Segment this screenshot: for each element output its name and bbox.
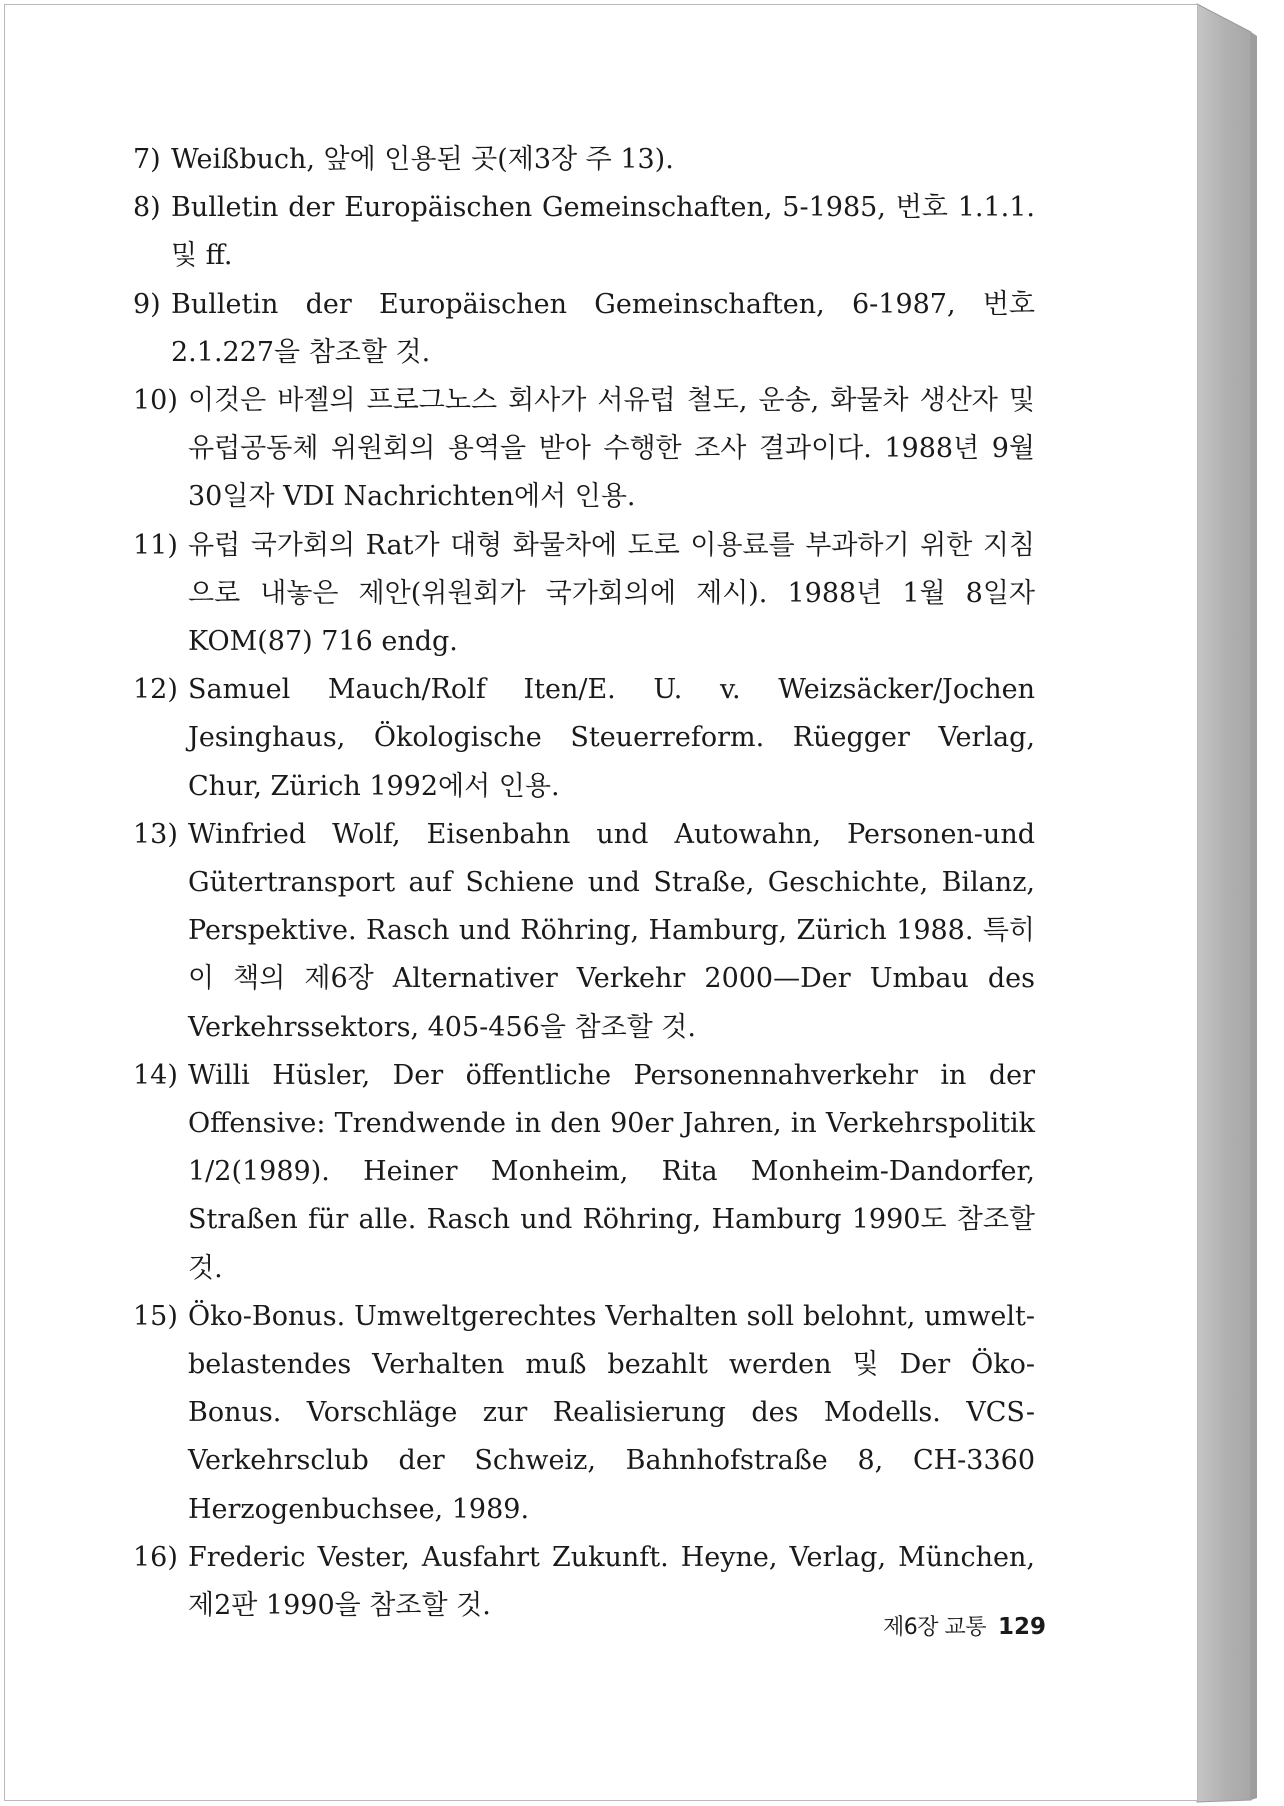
endnote-number: 8) (133, 192, 161, 224)
endnote-number: 11) (133, 529, 178, 561)
endnote (133, 281, 1035, 377)
endnote-number: 12) (133, 674, 178, 706)
endnote (133, 184, 1035, 280)
endnote-number: 14) (133, 1059, 178, 1091)
endnote (133, 666, 1035, 811)
endnotes-list (133, 136, 1035, 1630)
endnote (133, 1293, 1035, 1534)
endnote-text: Weißbuch, 앞에 인용된 곳(제3장 주 13). (171, 144, 674, 175)
endnote-text: Samuel Mauch/Rolf Iten/E. U. v. Weizsäcker/Jochen Jesinghaus, Ökologische Steuerreform. Rüegger Verlag, Chur, Zürich 1992에서 인용. (188, 674, 1035, 802)
endnote-text: 유럽 국가회의 Rat가 대형 화물차에 도로 이용료를 부과하기 위한 지침으로 내놓은 제안(위원회가 국가회의에 제시). 1988년 1월 8일자 KOM(87) 716 endg. (188, 529, 1035, 658)
endnote (133, 1052, 1035, 1293)
book-side-edge (1195, 0, 1284, 1806)
page-footer (883, 1610, 1046, 1641)
endnote-text: Frederic Vester, Ausfahrt Zukunft. Heyne, Verlag, München, 제2판 1990을 참조할 것. (188, 1541, 1035, 1622)
endnote-text: Willi Hüsler, Der öffentliche Personennahverkehr in der Offensive: Trendwende in den 90er Jahren, in Verkehrspolitik 1/2(1989). Heiner Monheim, Rita Monheim-Dandorfer, Straßen für alle. Rasch und Röhring, Hamburg 1990도 참조할 것. (188, 1059, 1035, 1284)
endnote-text: Bulletin der Europäischen Gemeinschaften, 5-1985, 번호 1.1.1. 및 ff. (171, 192, 1035, 272)
endnote-number: 10) (133, 385, 178, 417)
endnote (133, 811, 1035, 1052)
endnote-text: 이것은 바젤의 프로그노스 회사가 서유럽 철도, 운송, 화물차 생산자 및 유럽공동체 위원회의 용역을 받아 수행한 조사 결과이다. 1988년 9월 30일자 VDI Nachrichten에서 인용. (188, 385, 1035, 513)
endnote-number: 15) (133, 1300, 178, 1332)
endnote-number: 13) (133, 818, 178, 850)
endnote-number: 7) (133, 144, 161, 175)
page-number: 129 (997, 1614, 1046, 1640)
endnote-text: Winfried Wolf, Eisenbahn und Autowahn, Personen-und Gütertransport auf Schiene und Straße, Geschichte, Bilanz, Perspektive. Rasch und Röhring, Hamburg, Zürich 1988. 특히 이 책의 제6장 Alternativer Verkehr 2000—Der Umbau des Verkehrssektors, 405-456을 참조할 것. (188, 818, 1035, 1043)
running-footer-chapter: 제6장 교통 (882, 1615, 986, 1640)
endnote (133, 136, 1035, 184)
endnote-text: Öko-Bonus. Umweltgerechtes Verhalten soll belohnt, umweltbelastendes Verhalten muß bezahlt werden 및 Der Öko-Bonus. Vorschläge zur Realisierung des Modells. VCS-Verkehrsclub der Schweiz, Bahnhofstraße 8, CH-3360 Herzogenbuchsee, 1989. (188, 1300, 1035, 1525)
endnote-text: Bulletin der Europäischen Gemeinschaften, 6-1987, 번호 2.1.227을 참조할 것. (171, 288, 1035, 368)
endnote (133, 377, 1035, 522)
endnote-number: 16) (133, 1541, 178, 1573)
endnote-number: 9) (133, 288, 161, 320)
endnote (133, 522, 1035, 667)
